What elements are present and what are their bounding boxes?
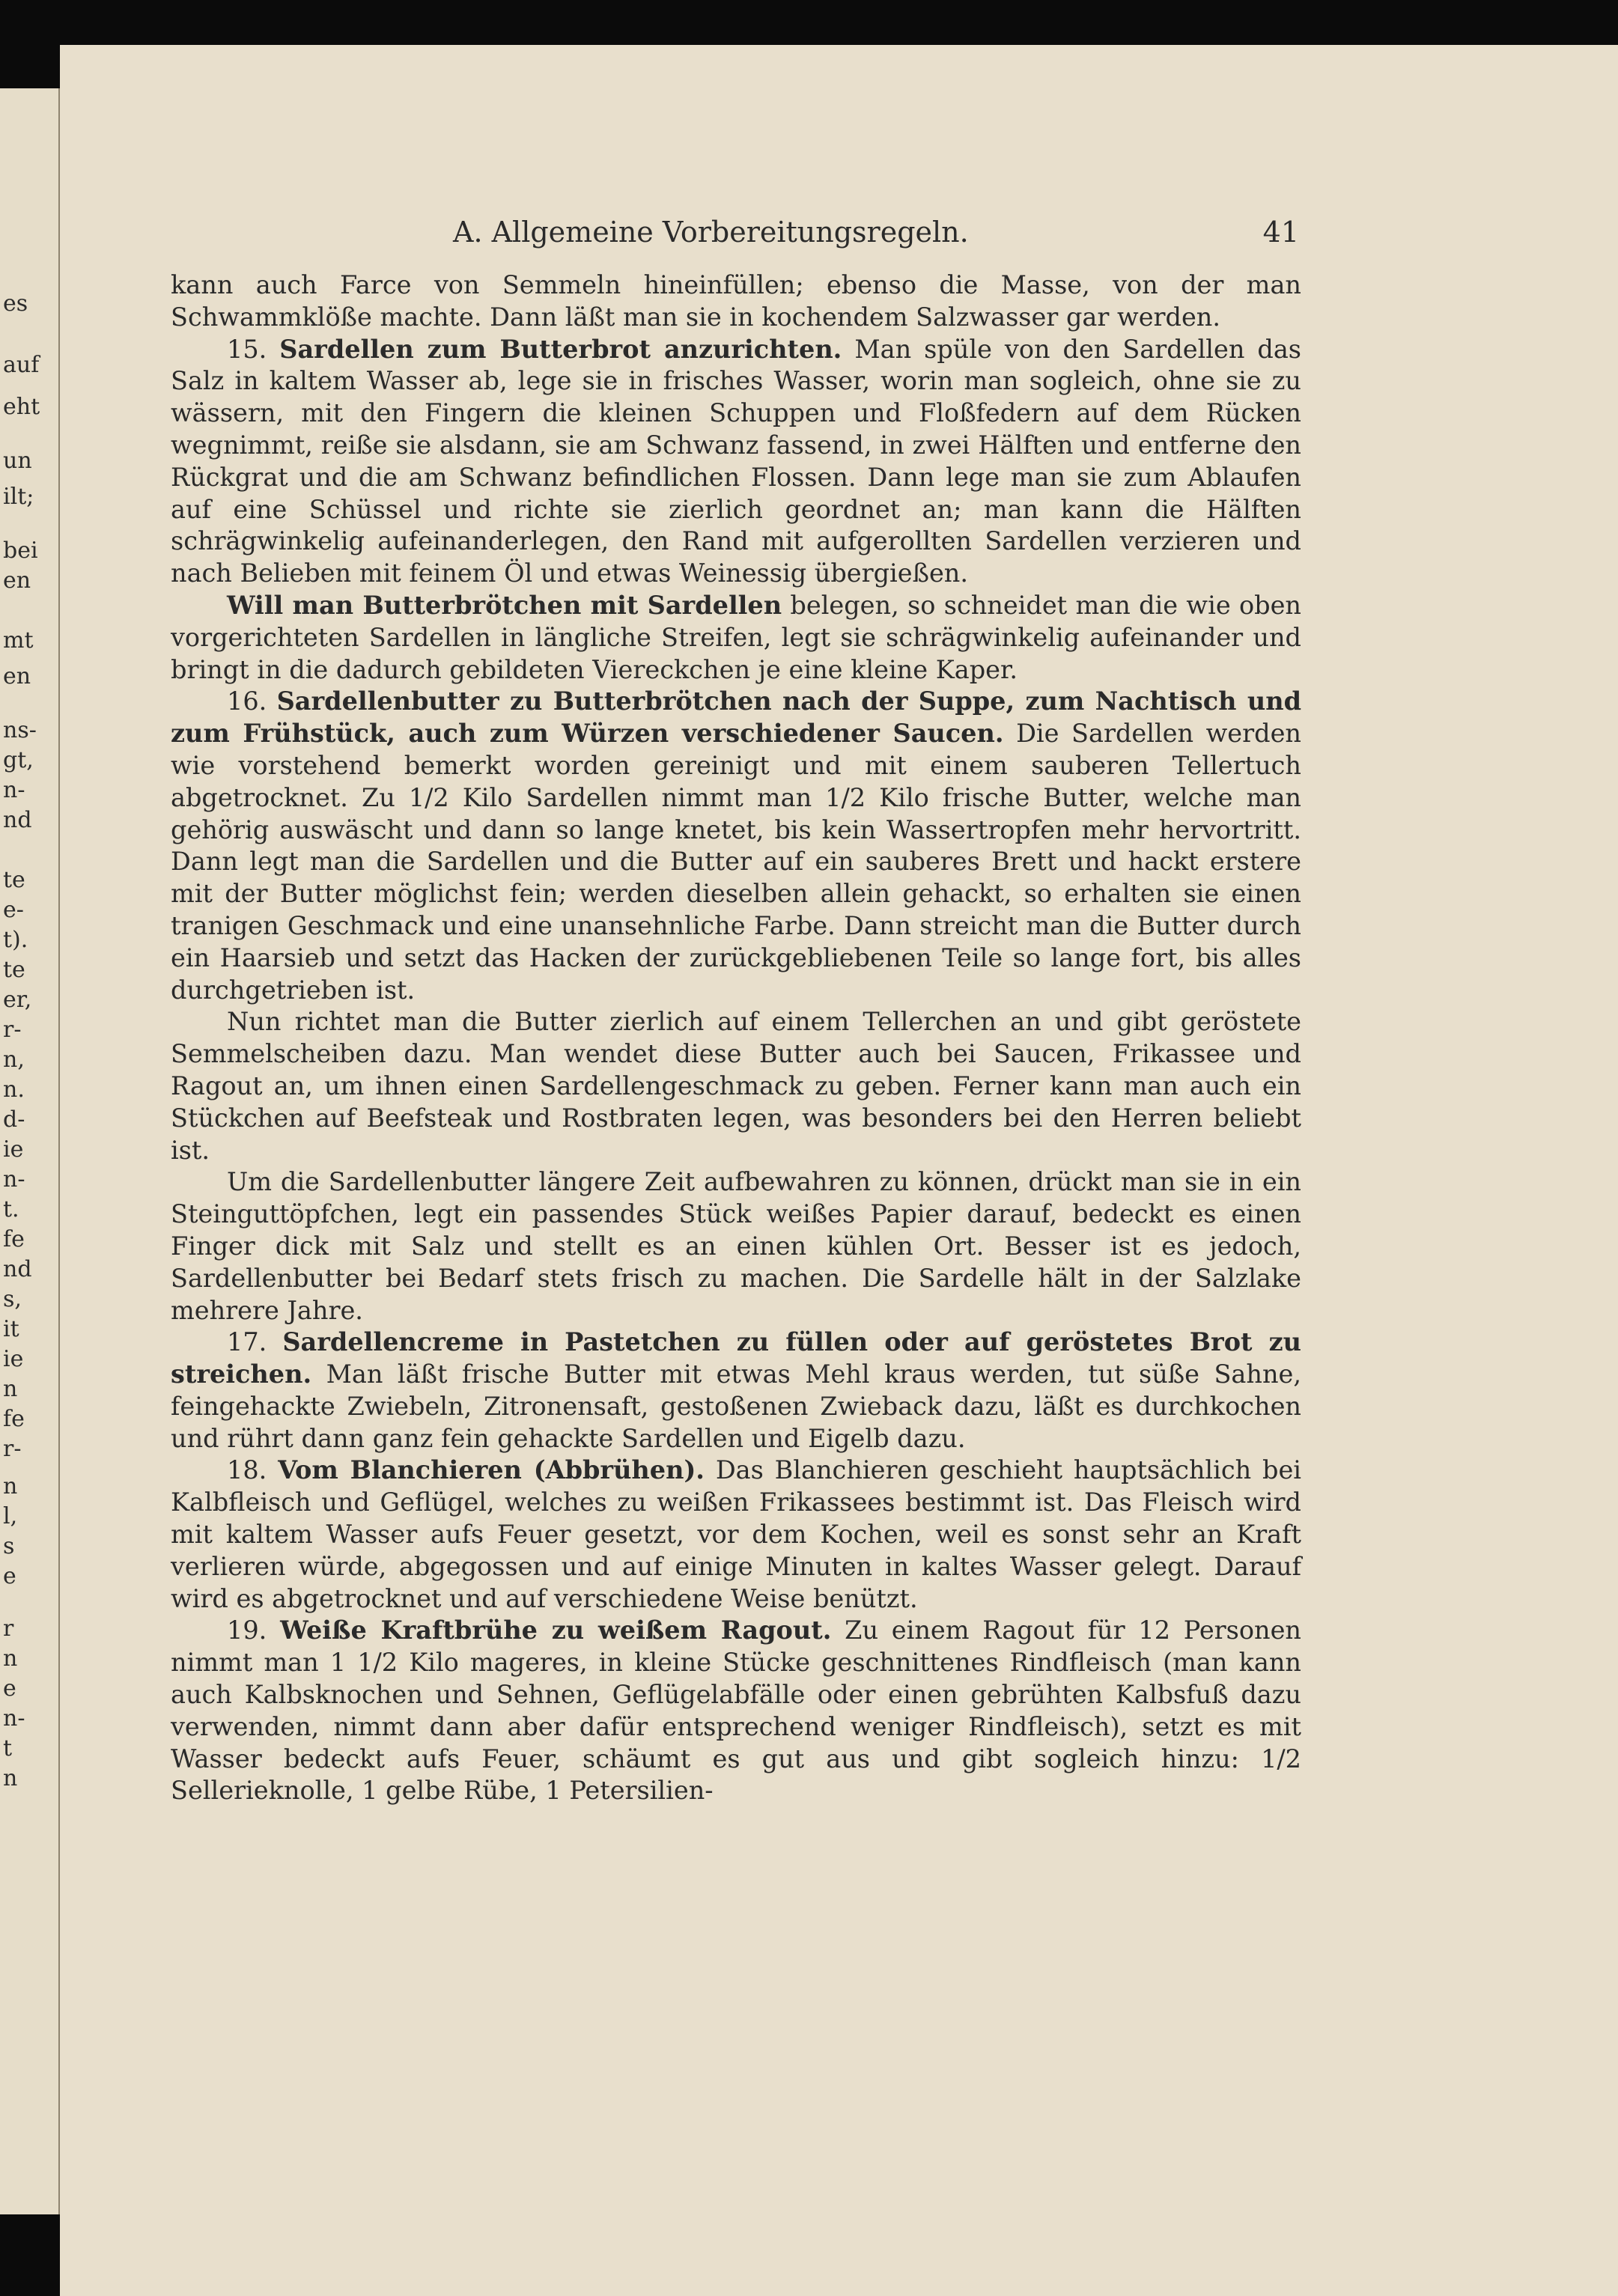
left-page-fragment: ie [3,1136,24,1163]
paragraph-text: Um die Sardellenbutter längere Zeit aufbewahren zu können, drückt man sie in ein Steinguttöpfchen, legt ein passendes Stück weißes Papier darauf, bedeckt es einen Finger dick mit Salz und stellt es an einen kühlen Ort. Besser ist es jedoch, Sardellenbutter bei Bedarf stets frisch zu machen. Die Sardelle hält in der Salzlake mehrere Jahre. [171,1167,1301,1325]
left-page-fragment: t. [3,1196,19,1222]
left-page-fragment: s [3,1533,15,1559]
paragraph-text: Das Blanchieren geschieht hauptsächlich bei Kalbfleisch und Geflügel, welches zu weißen Frikassees bestimmt ist. Das Fleisch wird mit kaltem Wasser aufs Feuer gesetzt, vor dem Kochen, weil es sonst sehr an Kraft verlieren würde, abgegossen und auf einige Minuten in kaltes Wasser gelegt. Darauf wird es abgetrocknet und auf verschiedene Weise benützt. [171,1455,1302,1613]
left-page-fragment: t [3,1735,13,1761]
left-page-fragment: es [3,290,28,317]
left-page-fragment: e [3,1563,16,1589]
left-page-fragment: t). [3,927,28,953]
paragraph-16c [171,1166,1301,1327]
left-page-fragment: n- [3,1166,25,1193]
paragraph-text: belegen, so schneidet man die wie oben vorgerichteten Sardellen in längliche Streifen, legt sie schrägwinkelig aufeinander und bringt in die dadurch gebildeten Viereckchen je eine kleine Kaper. [171,590,1301,684]
left-page-fragment: auf [3,352,40,378]
left-page-fragment: r- [3,1436,22,1462]
paragraph-18 [171,1455,1301,1615]
left-page-fragment: te [3,957,25,983]
paragraph-text: Nun richtet man die Butter zierlich auf einem Tellerchen an und gibt geröstete Semmelscheiben dazu. Man wendet diese Butter auch bei Saucen, Frikassee und Ragout an, um ihnen einen Sardellengeschmack zu geben. Ferner kann man auch ein Stückchen auf Beefsteak und Rostbraten legen, was besonders bei den Herren beliebt ist. [171,1007,1301,1165]
paragraph-text: Zu einem Ragout für 12 Personen nimmt man 1 1/2 Kilo mageres, in kleine Stücke geschnittenes Rindfleisch (man kann auch Kalbsknochen und Sehnen, Geflügelabfälle oder einen gebrühten Kalbsfuß dazu verwenden, nimmt dann aber dafür entsprechend weniger Rindfleisch), setzt es mit Wasser bedeckt aufs Feuer, schäumt es gut aus und gibt sogleich hinzu: 1/2 Sellerieknolle, 1 gelbe Rübe, 1 Petersilien- [171,1616,1302,1806]
left-page-fragment: n [3,1376,18,1402]
left-page-fragment: er, [3,987,32,1013]
left-page-fragment: en [3,663,31,689]
left-page-fragment: eht [3,394,40,420]
paragraph-text: Die Sardellen werden wie vorstehend bemerkt worden gereinigt und mit einem sauberen Tellertuch abgetrocknet. Zu 1/2 Kilo Sardellen nimmt man 1/2 Kilo frische Butter, welche man gehörig auswäscht und dann so lange knetet, bis kein Wassertropfen mehr hervortritt. Dann legt man die Sardellen und die Butter auf ein sauberes Brett und hackt erstere mit der Butter möglichst fein; werden dieselben allein gehackt, so erhalten sie einen tranigen Geschmack und eine unansehnliche Farbe. Dann streicht man die Butter durch ein Haarsieb und setzt das Hacken der zurückgebliebenen Teile so lange fort, bis alles durchgetrieben ist. [171,719,1301,1005]
paragraph-number: 17. [227,1327,267,1357]
paragraph-15 [171,334,1301,590]
paragraph-heading: Sardellencreme in Pastetchen zu füllen oder auf geröstetes Brot zu streichen. [171,1327,1301,1389]
left-page-fragment: s, [3,1286,22,1312]
left-page-fragment: ie [3,1346,24,1372]
paragraph-15b [171,590,1301,686]
left-page-fragment: n- [3,1705,25,1732]
left-page-fragment: n- [3,777,25,803]
left-page-fragment: n [3,1473,18,1499]
left-page-fragment: te [3,867,25,893]
paragraph-17 [171,1327,1301,1455]
paragraph-heading: Weiße Kraftbrühe zu weißem Ragout. [280,1616,832,1645]
paragraph-heading: Sardellen zum Butterbrot anzurichten. [279,334,842,364]
left-page-fragment: gt, [3,747,34,773]
paragraph-number: 16. [227,686,267,716]
left-page-fragment: ns- [3,717,37,743]
paragraph-number: 18. [227,1455,267,1485]
paragraph-number: 19. [227,1616,267,1645]
left-page-fragment: ilt; [3,484,34,510]
left-page-fragment: n. [3,1077,25,1103]
left-page-fragment: e- [3,897,24,923]
paragraph-16 [171,686,1301,1006]
paragraph-text: kann auch Farce von Semmeln hineinfüllen; ebenso die Masse, von der man Schwammklöße machte. Dann läßt man sie in kochendem Salzwasser gar werden. [171,270,1301,332]
paragraph-heading: Vom Blanchieren (Abbrühen). [278,1455,705,1485]
paragraph-text: Man spüle von den Sardellen das Salz in kaltem Wasser ab, lege sie in frisches Wasser, worin man sogleich, ohne sie zu wässern, mit den Fingern die kleinen Schuppen und Floßfedern auf dem Rücken wegnimmt, reiße sie alsdann, sie am Schwanz fassend, in zwei Hälften und entferne den Rückgrat und die am Schwanz befindlichen Flossen. Dann lege man sie zum Ablaufen auf eine Schüssel und richte sie zierlich geordnet an; man kann die Hälften schrägwinkelig aufeinanderlegen, den Rand mit aufgerollten Sardellen verzieren und nach Belieben mit feinem Öl und etwas Weinessig übergießen. [171,334,1301,588]
left-page-fragment: l, [3,1503,18,1529]
left-page-fragment: r [3,1616,14,1642]
left-page-fragment: e [3,1675,16,1702]
left-page-fragment: n [3,1765,18,1791]
left-page-fragment: n, [3,1047,25,1073]
left-page-fragment: n [3,1645,18,1672]
left-page-fragment: en [3,567,31,594]
paragraph-number: 15. [227,334,267,364]
body-text [171,270,1301,1807]
left-page-fragment: un [3,448,32,474]
left-page-fragment: nd [3,1256,32,1282]
left-page-fragment: d- [3,1106,25,1133]
left-page-fragment: bei [3,538,38,564]
left-page-fragment: nd [3,807,32,833]
paragraph-heading: Sardellenbutter zu Butterbrötchen nach der Suppe, zum Nachtisch und zum Frühstück, auch zum Würzen verschiedener Saucen. [171,686,1301,749]
left-page-fragment: mt [3,627,34,654]
left-page-fragment: fe [3,1226,25,1252]
page-number: 41 [1262,216,1299,249]
left-page-fragment: fe [3,1406,25,1432]
left-page-edge [0,88,60,2214]
left-page-fragment: it [3,1316,19,1342]
left-page-fragment: r- [3,1017,22,1043]
running-title: A. Allgemeine Vorbereitungsregeln. [453,216,969,249]
running-header [453,216,1299,249]
paragraph-19 [171,1615,1301,1807]
paragraph-0 [171,270,1301,334]
paragraph-text: Man läßt frische Butter mit etwas Mehl kraus werden, tut süße Sahne, feingehackte Zwiebeln, Zitronensaft, gestoßenen Zwieback dazu, läßt es durchkochen und rührt dann ganz fein gehackte Sardellen und Eigelb dazu. [171,1359,1301,1453]
paragraph-16b [171,1006,1301,1166]
book-page [60,45,1618,2296]
paragraph-heading: Will man Butterbrötchen mit Sardellen [227,590,782,620]
